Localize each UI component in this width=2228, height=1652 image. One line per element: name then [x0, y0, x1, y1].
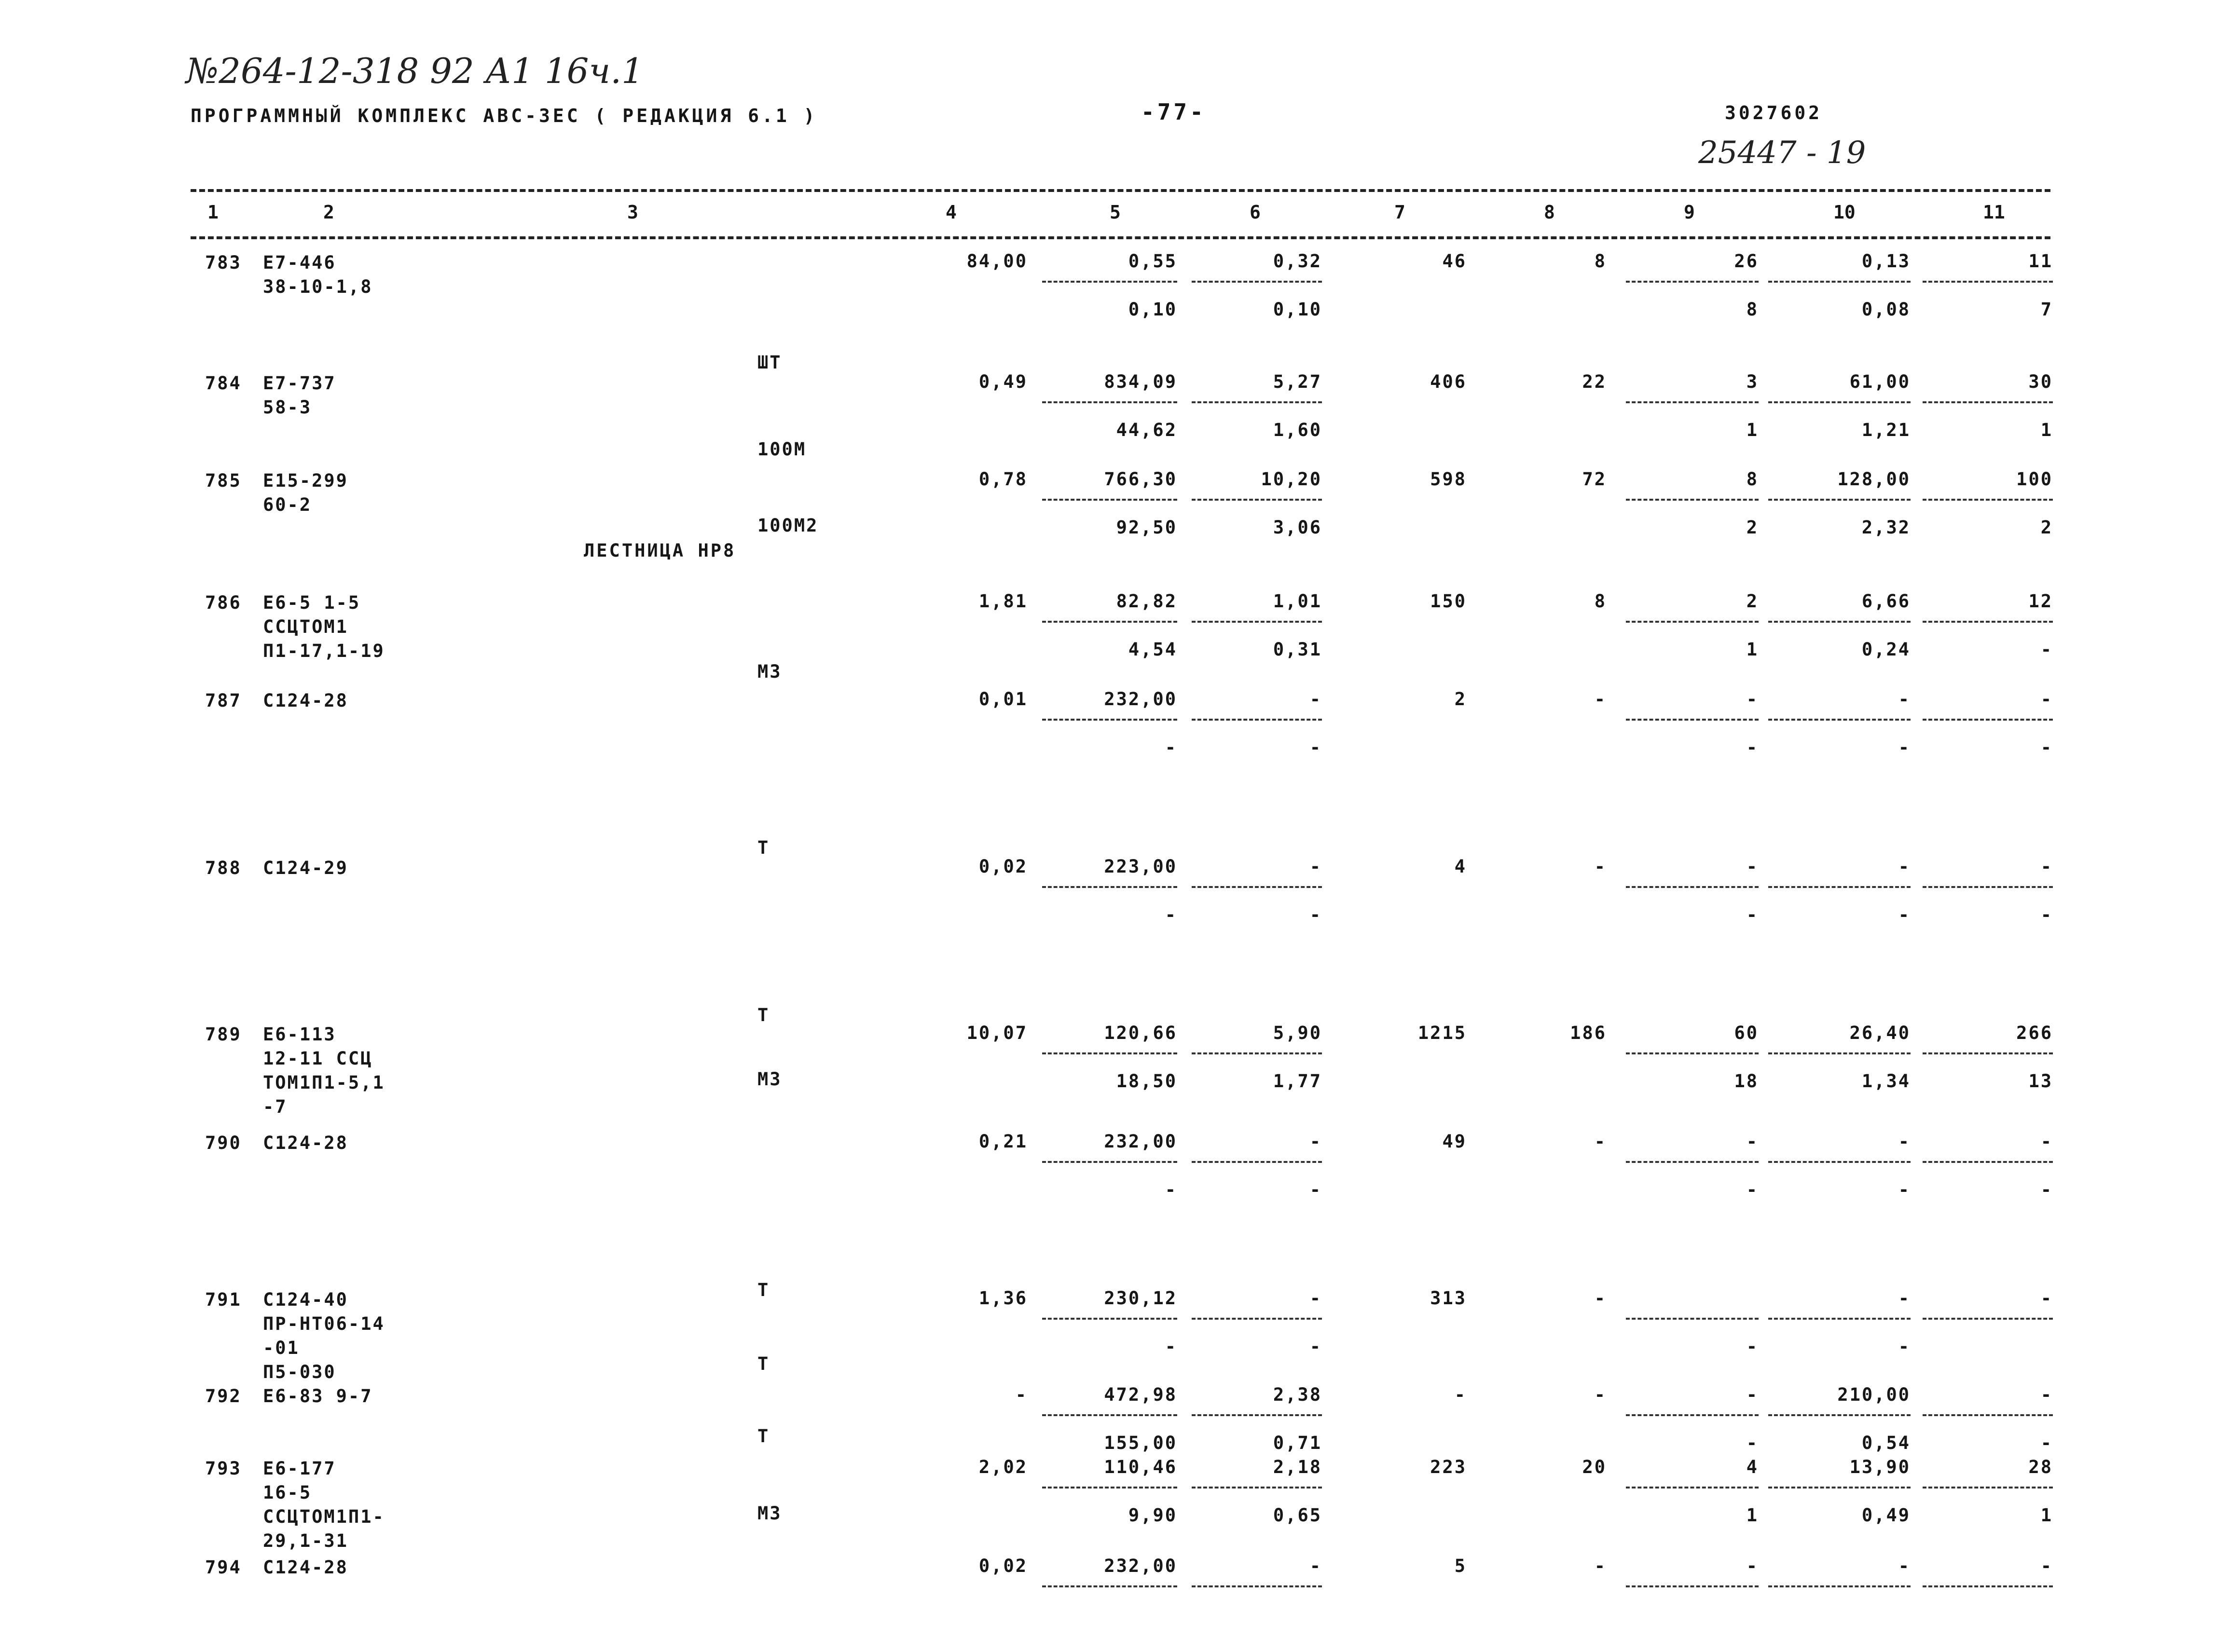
- cell-col11-bottom: 7: [2040, 299, 2053, 320]
- cell-col11-top: -: [2040, 689, 2053, 710]
- cell-col9-top: 3: [1746, 371, 1759, 392]
- column-header-4: 4: [946, 202, 957, 223]
- cell-col11-top: 11: [2028, 251, 2053, 272]
- cell-col7: 4: [1454, 856, 1467, 877]
- value-separator: [1768, 401, 1911, 403]
- row-number: 791: [205, 1289, 242, 1310]
- cell-col5-top: 232,00: [1104, 689, 1177, 710]
- value-separator: [1042, 886, 1177, 888]
- cell-col4: 84,00: [966, 251, 1028, 272]
- cell-col10-top: 13,90: [1849, 1457, 1911, 1477]
- cell-col10-bottom: 1,34: [1861, 1071, 1911, 1092]
- cell-col8: 186: [1570, 1023, 1607, 1043]
- cell-col10-bottom: -: [1898, 1336, 1911, 1357]
- value-separator: [1192, 719, 1322, 721]
- cell-col6-top: 0,32: [1273, 251, 1322, 272]
- cell-col6-bottom: -: [1309, 1336, 1322, 1357]
- cell-col7: 223: [1430, 1457, 1467, 1477]
- cell-col6-top: 1,01: [1273, 591, 1322, 612]
- value-separator: [1923, 401, 2053, 403]
- value-separator: [1923, 719, 2053, 721]
- document-code: 3027602: [1725, 102, 1823, 123]
- cell-col9-top: -: [1746, 689, 1759, 710]
- cell-col7: 5: [1454, 1556, 1467, 1576]
- cell-col11-top: 30: [2028, 371, 2053, 392]
- row-number: 792: [205, 1386, 242, 1406]
- row-unit: Т: [757, 1005, 770, 1025]
- row-code: Е7-737 58-3: [263, 373, 336, 418]
- cell-col6-bottom: 0,71: [1273, 1433, 1322, 1453]
- cell-col4: 1,81: [978, 591, 1028, 612]
- cell-col7: 313: [1430, 1288, 1467, 1309]
- cell-col5-bottom: -: [1165, 904, 1177, 925]
- value-separator: [1768, 1318, 1911, 1320]
- cell-col9-bottom: 1: [1746, 1505, 1759, 1526]
- cell-col10-top: 6,66: [1861, 591, 1911, 612]
- cell-col9-bottom: -: [1746, 1336, 1759, 1357]
- value-separator: [1042, 1585, 1177, 1587]
- value-separator: [1192, 1161, 1322, 1163]
- handwritten-note-right: 25447 - 19: [1698, 135, 1866, 171]
- cell-col6-bottom: 3,06: [1273, 517, 1322, 538]
- value-separator: [1042, 621, 1177, 623]
- value-separator: [1192, 1414, 1322, 1416]
- cell-col6-top: 10,20: [1261, 469, 1322, 490]
- row-number: 785: [205, 470, 242, 491]
- cell-col6-bottom: 1,60: [1273, 420, 1322, 440]
- cell-col9-top: -: [1746, 1131, 1759, 1152]
- cell-col9-top: 2: [1746, 591, 1759, 612]
- value-separator: [1192, 499, 1322, 501]
- cell-col5-top: 110,46: [1104, 1457, 1177, 1477]
- row-number: 788: [205, 858, 242, 878]
- row-unit: Т: [757, 1280, 770, 1300]
- cell-col7: 406: [1430, 371, 1467, 392]
- row-code: Е6-177 16-5 ССЦТОМ1П1- 29,1-31: [263, 1458, 385, 1551]
- column-header-9: 9: [1684, 202, 1695, 223]
- cell-col5-bottom: -: [1165, 737, 1177, 758]
- cell-col5-bottom: 0,10: [1128, 299, 1177, 320]
- cell-col6-top: -: [1309, 856, 1322, 877]
- cell-col9-top: 8: [1746, 469, 1759, 490]
- cell-col8: 8: [1594, 251, 1607, 272]
- value-separator: [1626, 719, 1759, 721]
- cell-col11-top: -: [2040, 1556, 2053, 1576]
- cell-col5-bottom: 92,50: [1116, 517, 1177, 538]
- row-code: Е15-299 60-2: [263, 470, 348, 515]
- row-number: 787: [205, 690, 242, 711]
- value-separator: [1042, 281, 1177, 283]
- section-title: ЛЕСТНИЦА НР8: [584, 540, 736, 561]
- value-separator: [1923, 1052, 2053, 1054]
- cell-col10-top: 0,13: [1861, 251, 1911, 272]
- cell-col7: -: [1454, 1384, 1467, 1405]
- value-separator: [1768, 1487, 1911, 1488]
- cell-col5-top: 766,30: [1104, 469, 1177, 490]
- value-separator: [1923, 886, 2053, 888]
- row-number: 784: [205, 373, 242, 394]
- cell-col10-top: -: [1898, 1288, 1911, 1309]
- cell-col5-top: 0,55: [1128, 251, 1177, 272]
- cell-col8: -: [1594, 1131, 1607, 1152]
- table-header-rule: [191, 236, 2050, 239]
- cell-col10-bottom: -: [1898, 904, 1911, 925]
- cell-col9-top: 26: [1734, 251, 1759, 272]
- cell-col8: 20: [1582, 1457, 1607, 1477]
- value-separator: [1626, 1487, 1759, 1488]
- cell-col11-bottom: -: [2040, 1179, 2053, 1200]
- cell-col6-top: -: [1309, 1131, 1322, 1152]
- cell-col9-bottom: -: [1746, 1433, 1759, 1453]
- cell-col8: 72: [1582, 469, 1607, 490]
- cell-col5-bottom: 18,50: [1116, 1071, 1177, 1092]
- cell-col10-bottom: 0,08: [1861, 299, 1911, 320]
- cell-col10-top: 128,00: [1837, 469, 1911, 490]
- cell-col11-top: 100: [2016, 469, 2053, 490]
- cell-col6-bottom: 0,10: [1273, 299, 1322, 320]
- cell-col7: 1215: [1417, 1023, 1467, 1043]
- cell-col6-top: 5,90: [1273, 1023, 1322, 1043]
- value-separator: [1923, 621, 2053, 623]
- cell-col4: 0,49: [978, 371, 1028, 392]
- cell-col10-top: -: [1898, 856, 1911, 877]
- cell-col5-bottom: 155,00: [1104, 1433, 1177, 1453]
- row-unit: М3: [757, 661, 782, 682]
- column-header-3: 3: [627, 202, 638, 223]
- cell-col10-bottom: 0,24: [1861, 639, 1911, 660]
- cell-col10-top: -: [1898, 689, 1911, 710]
- cell-col8: 8: [1594, 591, 1607, 612]
- row-number: 790: [205, 1133, 242, 1153]
- row-unit: 100М: [757, 439, 807, 460]
- cell-col9-bottom: 8: [1746, 299, 1759, 320]
- cell-col10-bottom: 0,49: [1861, 1505, 1911, 1526]
- column-header-8: 8: [1544, 202, 1555, 223]
- cell-col6-top: 5,27: [1273, 371, 1322, 392]
- row-unit: М3: [757, 1069, 782, 1090]
- cell-col10-top: 61,00: [1849, 371, 1911, 392]
- row-number: 786: [205, 592, 242, 613]
- value-separator: [1768, 1161, 1911, 1163]
- cell-col5-bottom: 4,54: [1128, 639, 1177, 660]
- value-separator: [1042, 1487, 1177, 1488]
- cell-col6-top: 2,38: [1273, 1384, 1322, 1405]
- value-separator: [1042, 401, 1177, 403]
- cell-col7: 46: [1442, 251, 1467, 272]
- cell-col6-top: 2,18: [1273, 1457, 1322, 1477]
- program-title: ПРОГРАММНЫЙ КОМПЛЕКС АВС-3ЕС ( РЕДАКЦИЯ 6.1 ): [191, 105, 818, 126]
- cell-col10-bottom: 1,21: [1861, 420, 1911, 440]
- value-separator: [1192, 621, 1322, 623]
- cell-col4: 0,78: [978, 469, 1028, 490]
- cell-col9-bottom: 1: [1746, 639, 1759, 660]
- cell-col10-bottom: 0,54: [1861, 1433, 1911, 1453]
- cell-col6-bottom: -: [1309, 737, 1322, 758]
- cell-col7: 598: [1430, 469, 1467, 490]
- row-number: 783: [205, 252, 242, 273]
- value-separator: [1626, 1585, 1759, 1587]
- value-separator: [1192, 1585, 1322, 1587]
- value-separator: [1626, 281, 1759, 283]
- row-number: 789: [205, 1024, 242, 1045]
- cell-col10-top: -: [1898, 1556, 1911, 1576]
- value-separator: [1768, 621, 1911, 623]
- cell-col5-top: 834,09: [1104, 371, 1177, 392]
- row-number: 793: [205, 1458, 242, 1479]
- cell-col11-bottom: -: [2040, 639, 2053, 660]
- value-separator: [1768, 886, 1911, 888]
- cell-col11-bottom: 13: [2028, 1071, 2053, 1092]
- column-header-6: 6: [1250, 202, 1261, 223]
- cell-col11-top: -: [2040, 1384, 2053, 1405]
- value-separator: [1192, 281, 1322, 283]
- cell-col9-top: 4: [1746, 1457, 1759, 1477]
- cell-col4: 10,07: [966, 1023, 1028, 1043]
- value-separator: [1192, 1487, 1322, 1488]
- column-header-1: 1: [207, 202, 219, 223]
- cell-col11-bottom: 1: [2040, 420, 2053, 440]
- value-separator: [1626, 1318, 1759, 1320]
- value-separator: [1192, 1052, 1322, 1054]
- value-separator: [1768, 499, 1911, 501]
- cell-col4: 0,02: [978, 1556, 1028, 1576]
- value-separator: [1923, 499, 2053, 501]
- cell-col4: 1,36: [978, 1288, 1028, 1309]
- cell-col9-bottom: -: [1746, 1179, 1759, 1200]
- cell-col4: 2,02: [978, 1457, 1028, 1477]
- cell-col11-bottom: -: [2040, 737, 2053, 758]
- value-separator: [1923, 1318, 2053, 1320]
- cell-col11-top: -: [2040, 856, 2053, 877]
- row-unit: М3: [757, 1503, 782, 1524]
- cell-col9-top: -: [1746, 1384, 1759, 1405]
- cell-col11-top: 12: [2028, 591, 2053, 612]
- cell-col9-bottom: 18: [1734, 1071, 1759, 1092]
- cell-col6-bottom: -: [1309, 1179, 1322, 1200]
- value-separator: [1923, 1487, 2053, 1488]
- cell-col11-bottom: -: [2040, 1433, 2053, 1453]
- cell-col10-bottom: 2,32: [1861, 517, 1911, 538]
- value-separator: [1042, 1318, 1177, 1320]
- cell-col11-top: -: [2040, 1288, 2053, 1309]
- cell-col8: -: [1594, 1384, 1607, 1405]
- cell-col5-bottom: 44,62: [1116, 420, 1177, 440]
- value-separator: [1626, 1052, 1759, 1054]
- cell-col5-bottom: 9,90: [1128, 1505, 1177, 1526]
- cell-col8: -: [1594, 1288, 1607, 1309]
- handwritten-note-left: №264-12-318 92 А1 16ч.1: [186, 51, 644, 91]
- cell-col9-top: -: [1746, 856, 1759, 877]
- table-top-rule: [191, 189, 2050, 192]
- row-number: 794: [205, 1557, 242, 1578]
- value-separator: [1923, 1414, 2053, 1416]
- cell-col9-top: -: [1746, 1556, 1759, 1576]
- cell-col6-top: -: [1309, 1556, 1322, 1576]
- cell-col6-top: -: [1309, 689, 1322, 710]
- cell-col11-bottom: 1: [2040, 1505, 2053, 1526]
- value-separator: [1042, 719, 1177, 721]
- cell-col5-top: 232,00: [1104, 1556, 1177, 1576]
- cell-col5-top: 223,00: [1104, 856, 1177, 877]
- cell-col9-top: 60: [1734, 1023, 1759, 1043]
- row-code: Е7-446 38-10-1,8: [263, 252, 373, 297]
- row-code: Е6-83 9-7: [263, 1386, 373, 1406]
- value-separator: [1768, 1414, 1911, 1416]
- cell-col6-bottom: 1,77: [1273, 1071, 1322, 1092]
- cell-col11-top: 28: [2028, 1457, 2053, 1477]
- row-unit: 100М2: [757, 515, 819, 536]
- value-separator: [1192, 401, 1322, 403]
- cell-col6-bottom: 0,31: [1273, 639, 1322, 660]
- cell-col5-top: 230,12: [1104, 1288, 1177, 1309]
- row-code: Е6-5 1-5 ССЦТОМ1 П1-17,1-19: [263, 592, 385, 661]
- row-unit: ШТ: [757, 352, 782, 373]
- row-unit: Т: [757, 1353, 770, 1374]
- row-code: С124-40 ПР-НТ06-14 -01 П5-030: [263, 1289, 385, 1382]
- cell-col7: 150: [1430, 591, 1467, 612]
- value-separator: [1626, 886, 1759, 888]
- cell-col8: -: [1594, 689, 1607, 710]
- column-header-7: 7: [1394, 202, 1405, 223]
- cell-col5-top: 82,82: [1116, 591, 1177, 612]
- cell-col6-bottom: -: [1309, 904, 1322, 925]
- cell-col4: 0,02: [978, 856, 1028, 877]
- row-code: С124-29: [263, 858, 348, 878]
- cell-col5-top: 120,66: [1104, 1023, 1177, 1043]
- row-code: С124-28: [263, 1557, 348, 1578]
- column-header-10: 10: [1833, 202, 1856, 223]
- value-separator: [1042, 499, 1177, 501]
- cell-col11-bottom: -: [2040, 904, 2053, 925]
- cell-col8: 22: [1582, 371, 1607, 392]
- value-separator: [1042, 1414, 1177, 1416]
- cell-col9-bottom: -: [1746, 904, 1759, 925]
- value-separator: [1923, 1585, 2053, 1587]
- cell-col4: -: [1015, 1384, 1028, 1405]
- cell-col10-top: 210,00: [1837, 1384, 1911, 1405]
- value-separator: [1626, 1161, 1759, 1163]
- cell-col5-top: 232,00: [1104, 1131, 1177, 1152]
- cell-col8: -: [1594, 856, 1607, 877]
- cell-col5-top: 472,98: [1104, 1384, 1177, 1405]
- cell-col8: -: [1594, 1556, 1607, 1576]
- value-separator: [1768, 719, 1911, 721]
- value-separator: [1923, 281, 2053, 283]
- column-header-11: 11: [1983, 202, 2005, 223]
- cell-col5-bottom: -: [1165, 1336, 1177, 1357]
- column-header-5: 5: [1110, 202, 1121, 223]
- value-separator: [1768, 1052, 1911, 1054]
- cell-col9-bottom: 2: [1746, 517, 1759, 538]
- value-separator: [1768, 281, 1911, 283]
- cell-col9-bottom: -: [1746, 737, 1759, 758]
- cell-col7: 49: [1442, 1131, 1467, 1152]
- cell-col11-top: -: [2040, 1131, 2053, 1152]
- row-unit: Т: [757, 1426, 770, 1447]
- value-separator: [1923, 1161, 2053, 1163]
- column-header-2: 2: [323, 202, 334, 223]
- cell-col4: 0,21: [978, 1131, 1028, 1152]
- value-separator: [1626, 401, 1759, 403]
- cell-col6-bottom: 0,65: [1273, 1505, 1322, 1526]
- cell-col6-top: -: [1309, 1288, 1322, 1309]
- row-code: С124-28: [263, 1133, 348, 1153]
- cell-col10-top: 26,40: [1849, 1023, 1911, 1043]
- row-code: С124-28: [263, 690, 348, 711]
- row-unit: Т: [757, 837, 770, 858]
- value-separator: [1626, 621, 1759, 623]
- value-separator: [1626, 499, 1759, 501]
- cell-col10-top: -: [1898, 1131, 1911, 1152]
- value-separator: [1042, 1052, 1177, 1054]
- cell-col10-bottom: -: [1898, 737, 1911, 758]
- value-separator: [1768, 1585, 1911, 1587]
- value-separator: [1192, 1318, 1322, 1320]
- cell-col11-top: 266: [2016, 1023, 2053, 1043]
- value-separator: [1192, 886, 1322, 888]
- cell-col4: 0,01: [978, 689, 1028, 710]
- cell-col5-bottom: -: [1165, 1179, 1177, 1200]
- value-separator: [1626, 1414, 1759, 1416]
- cell-col9-bottom: 1: [1746, 420, 1759, 440]
- cell-col10-bottom: -: [1898, 1179, 1911, 1200]
- value-separator: [1042, 1161, 1177, 1163]
- cell-col11-bottom: 2: [2040, 517, 2053, 538]
- page-number: -77-: [1141, 99, 1206, 125]
- row-code: Е6-113 12-11 ССЦ ТОМ1П1-5,1 -7: [263, 1024, 385, 1117]
- cell-col7: 2: [1454, 689, 1467, 710]
